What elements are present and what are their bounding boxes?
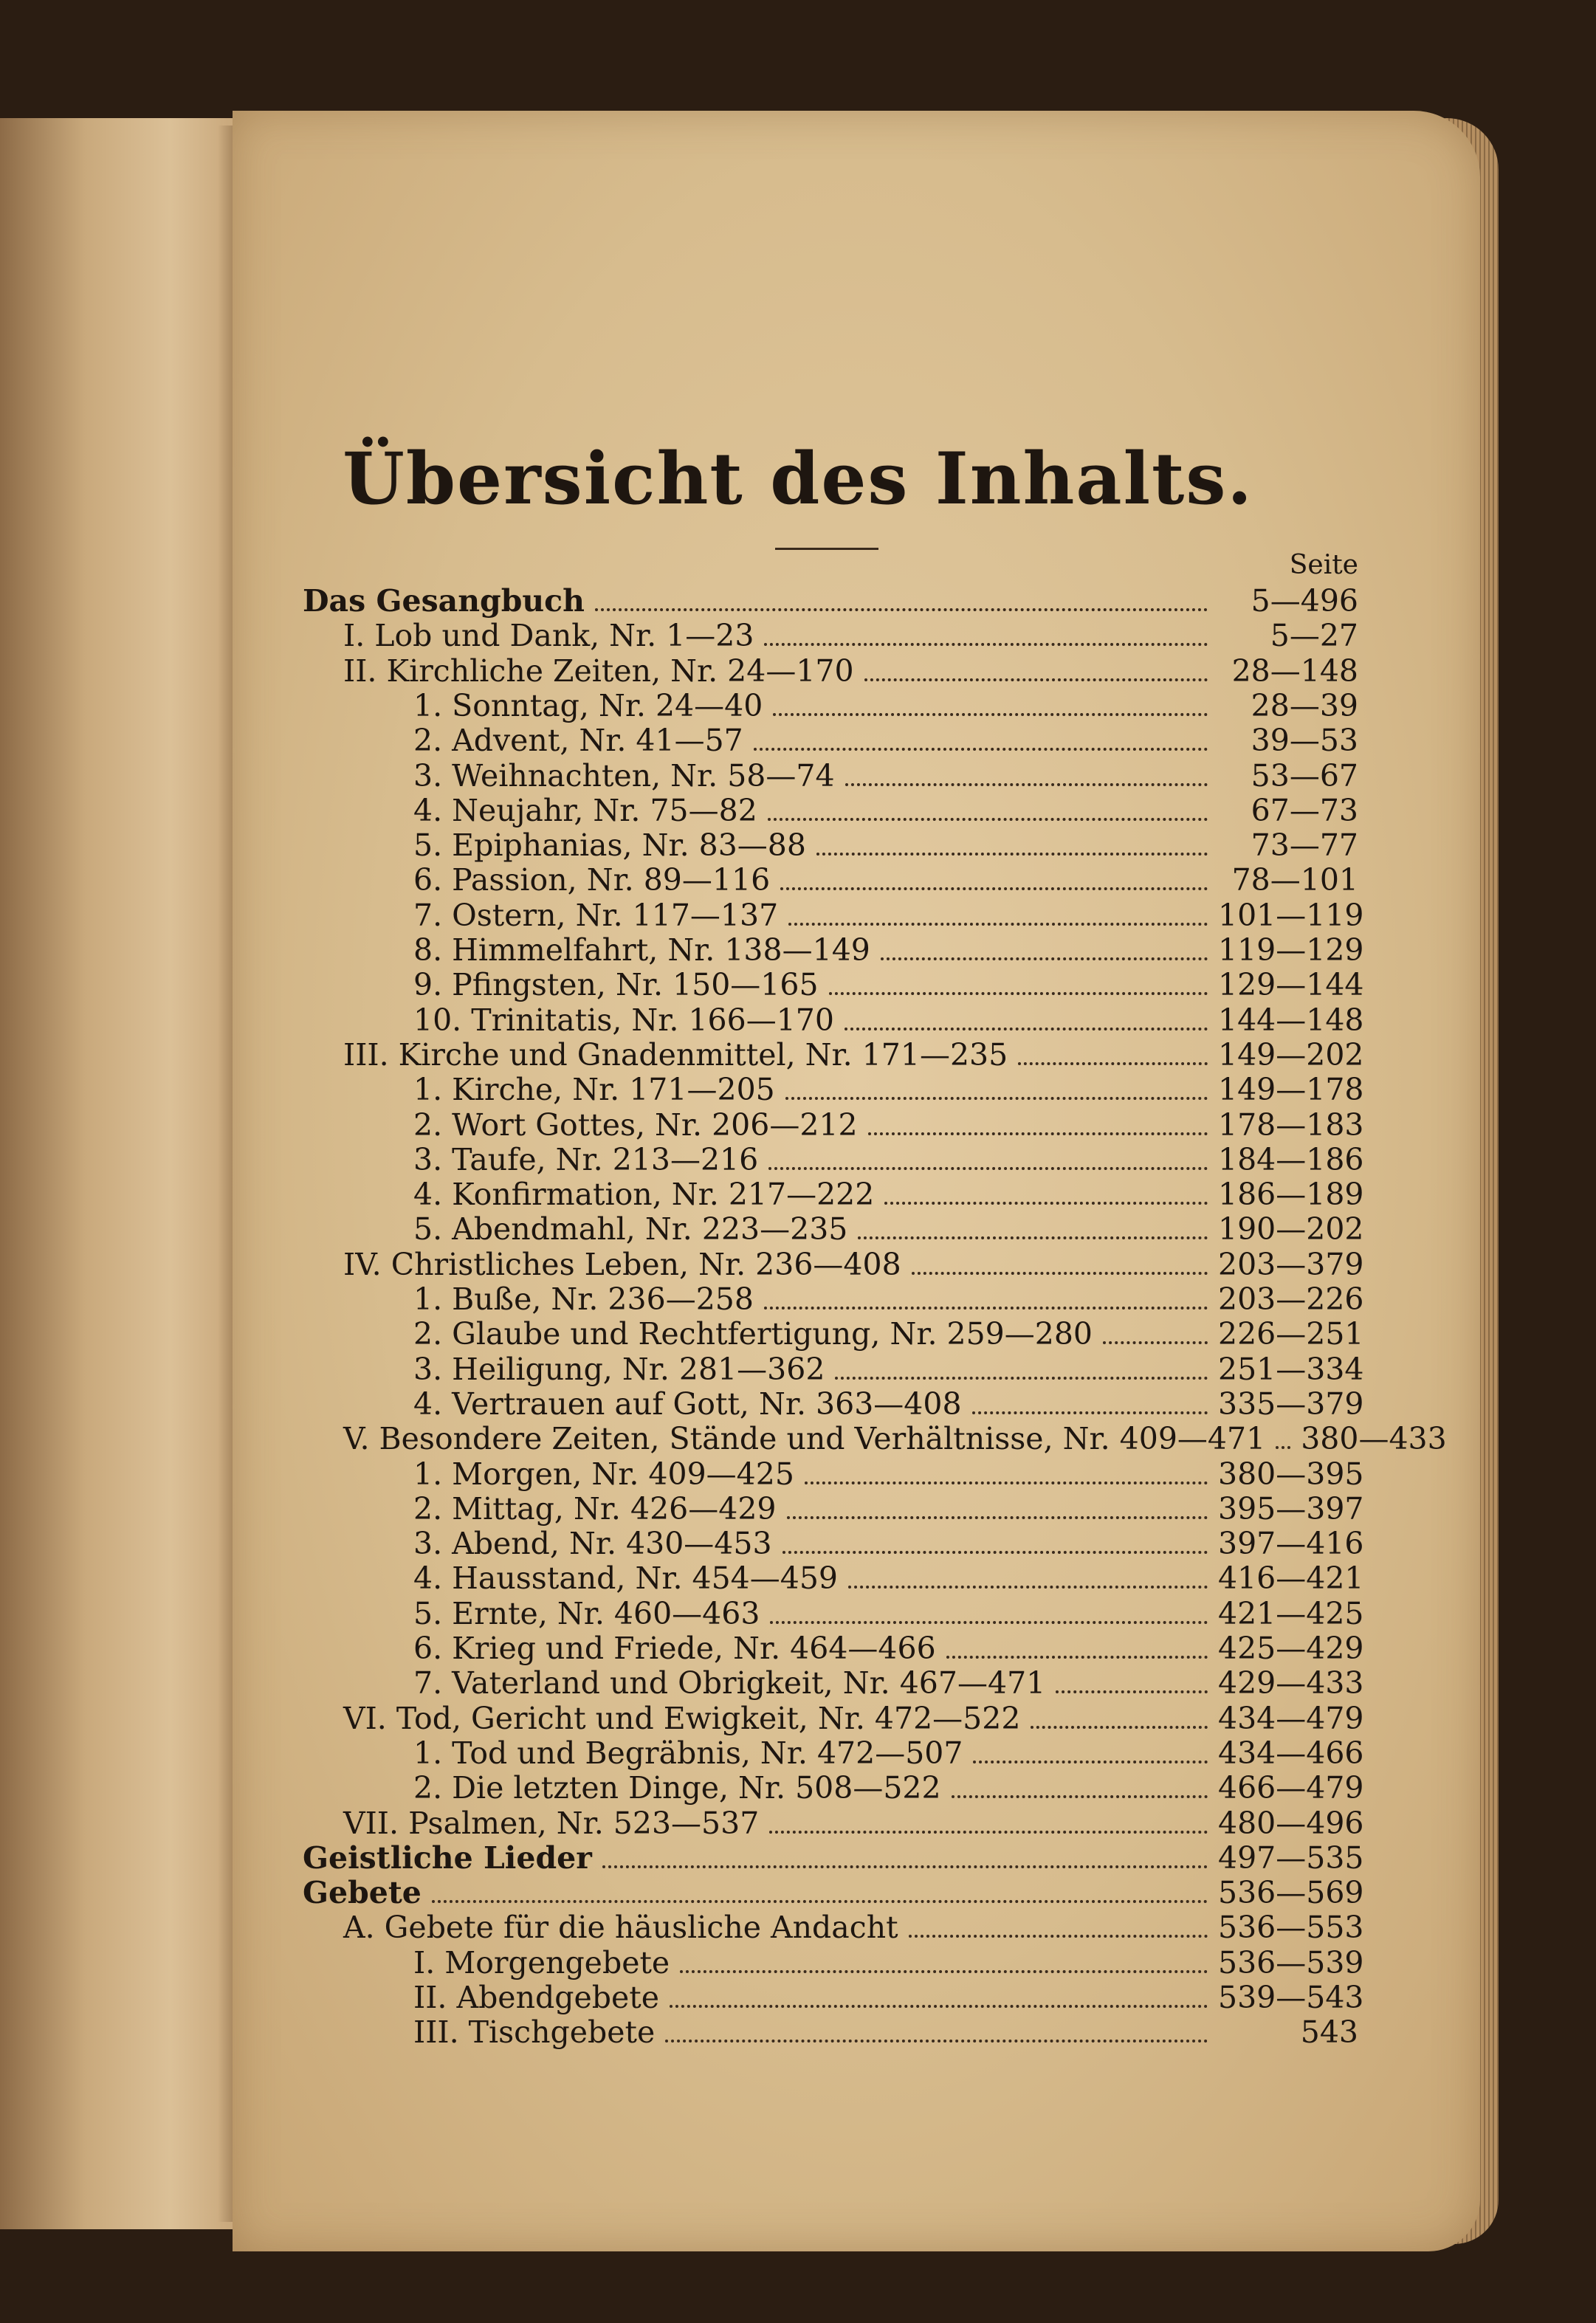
toc-entry-pages: 101—119 bbox=[1218, 897, 1364, 933]
toc-entry-pages: 5—496 bbox=[1251, 583, 1358, 619]
toc-entry bbox=[303, 1351, 1364, 1387]
toc-entry-label: A. Gebete für die häusliche Andacht bbox=[343, 1910, 898, 1946]
toc-entry-pages: 186—189 bbox=[1218, 1177, 1364, 1213]
toc-entry-label: 7. Vaterland und Obrigkeit, Nr. 467—471 bbox=[413, 1665, 1046, 1701]
toc-entry bbox=[303, 1177, 1364, 1213]
toc-entry bbox=[303, 618, 1358, 653]
title-rule bbox=[775, 548, 878, 550]
toc-entry bbox=[303, 653, 1358, 689]
toc-entry bbox=[303, 1421, 1447, 1457]
dot-leader bbox=[764, 643, 1208, 646]
toc-entry-label: 1. Morgen, Nr. 409—425 bbox=[413, 1456, 794, 1492]
toc-entry-pages: 480—496 bbox=[1218, 1805, 1364, 1841]
dot-leader bbox=[973, 1761, 1208, 1763]
toc-entry bbox=[303, 1002, 1364, 1038]
dot-leader bbox=[864, 678, 1208, 681]
toc-entry-label: 2. Wort Gottes, Nr. 206—212 bbox=[413, 1107, 858, 1143]
toc-entry-pages: 395—397 bbox=[1218, 1490, 1364, 1527]
toc-entry-label: 4. Konfirmation, Nr. 217—222 bbox=[413, 1177, 875, 1213]
toc-entry-label: 6. Krieg und Friede, Nr. 464—466 bbox=[413, 1631, 936, 1666]
toc-entry-label: 10. Trinitatis, Nr. 166—170 bbox=[413, 1002, 834, 1038]
toc-entry bbox=[303, 827, 1358, 863]
toc-entry-pages: 78—101 bbox=[1231, 862, 1358, 898]
toc-entry bbox=[303, 1386, 1364, 1422]
dot-leader bbox=[787, 1516, 1208, 1519]
toc-entry-pages: 144—148 bbox=[1218, 1002, 1364, 1038]
toc-entry bbox=[303, 1281, 1364, 1317]
dot-leader bbox=[768, 818, 1208, 821]
toc-entry-pages: 380—395 bbox=[1218, 1456, 1364, 1492]
toc-entry-label: 8. Himmelfahrt, Nr. 138—149 bbox=[413, 932, 870, 968]
dot-leader bbox=[848, 1586, 1208, 1589]
toc-entry-pages: 429—433 bbox=[1218, 1665, 1364, 1701]
toc-entry bbox=[303, 1560, 1364, 1597]
toc-entry-label: 4. Hausstand, Nr. 454—459 bbox=[413, 1560, 839, 1597]
toc-entry bbox=[303, 1875, 1364, 1911]
toc-entry-pages: 397—416 bbox=[1218, 1526, 1364, 1562]
dot-leader bbox=[1018, 1062, 1208, 1065]
toc-entry-label: 6. Passion, Nr. 89—116 bbox=[413, 862, 771, 898]
toc-entry-pages: 335—379 bbox=[1218, 1386, 1364, 1422]
toc-entry-pages: 434—479 bbox=[1218, 1700, 1364, 1736]
toc-entry-pages: 425—429 bbox=[1218, 1631, 1364, 1666]
toc-entry-pages: 434—466 bbox=[1218, 1735, 1364, 1771]
toc-entry-pages: 190—202 bbox=[1218, 1211, 1364, 1247]
dot-leader bbox=[764, 1307, 1208, 1310]
toc-entry bbox=[303, 1910, 1364, 1946]
toc-entry-pages: 416—421 bbox=[1218, 1560, 1364, 1597]
toc-entry-pages: 5—27 bbox=[1270, 618, 1358, 654]
dot-leader bbox=[909, 1935, 1208, 1938]
toc-entry-label: Gebete bbox=[303, 1875, 422, 1911]
dot-leader bbox=[1031, 1726, 1208, 1729]
dot-leader bbox=[782, 1551, 1208, 1554]
dot-leader bbox=[845, 783, 1208, 786]
toc-entry-label: 5. Ernte, Nr. 460—463 bbox=[413, 1595, 760, 1631]
toc-entry-pages: 497—535 bbox=[1218, 1840, 1364, 1876]
toc-entry-label: 9. Pfingsten, Nr. 150—165 bbox=[413, 967, 819, 1003]
toc-entry-pages: 53—67 bbox=[1251, 757, 1358, 794]
toc-entry bbox=[303, 723, 1358, 758]
toc-entry-pages: 184—186 bbox=[1218, 1141, 1364, 1177]
toc-entry-label: VI. Tod, Gericht und Ewigkeit, Nr. 472—522 bbox=[343, 1700, 1021, 1736]
dot-leader bbox=[972, 1411, 1208, 1414]
toc-entry-pages: 149—202 bbox=[1218, 1036, 1364, 1073]
toc-entry-label: 3. Abend, Nr. 430—453 bbox=[413, 1526, 772, 1562]
toc-entry-label: 1. Tod und Begräbnis, Nr. 472—507 bbox=[413, 1735, 963, 1771]
toc-entry-pages: 539—543 bbox=[1218, 1980, 1364, 2015]
toc-entry bbox=[303, 1036, 1364, 1073]
dot-leader bbox=[595, 608, 1208, 611]
toc-entry-label: 2. Die letzten Dinge, Nr. 508—522 bbox=[413, 1770, 941, 1806]
page-title: Übersicht des Inhalts. bbox=[343, 437, 1253, 520]
toc-entry-pages: 251—334 bbox=[1218, 1351, 1364, 1387]
toc-entry bbox=[303, 897, 1364, 933]
toc-entry bbox=[303, 1211, 1364, 1247]
toc-entry-label: 3. Heiligung, Nr. 281—362 bbox=[413, 1351, 825, 1387]
toc-entry-label: II. Abendgebete bbox=[413, 1980, 659, 2015]
dot-leader bbox=[952, 1795, 1208, 1798]
toc-entry-pages: 129—144 bbox=[1218, 967, 1364, 1003]
toc-entry-label: Das Gesangbuch bbox=[303, 583, 585, 619]
toc-entry-pages: 203—379 bbox=[1218, 1246, 1364, 1282]
toc-entry bbox=[303, 967, 1364, 1003]
toc-entry-label: 5. Epiphanias, Nr. 83—88 bbox=[413, 827, 806, 864]
toc-entry bbox=[303, 1141, 1364, 1177]
toc-entry bbox=[303, 1840, 1364, 1876]
toc-entry bbox=[303, 1735, 1364, 1771]
dot-leader bbox=[769, 1831, 1208, 1834]
dot-leader bbox=[1276, 1446, 1290, 1449]
toc-entry bbox=[303, 1700, 1364, 1736]
dot-leader bbox=[1056, 1690, 1208, 1693]
dot-leader bbox=[816, 853, 1208, 856]
toc-entry bbox=[303, 688, 1358, 723]
dot-leader bbox=[665, 2040, 1208, 2042]
toc-entry-label: 1. Sonntag, Nr. 24—40 bbox=[413, 687, 763, 723]
toc-entry-label: 2. Glaube und Rechtfertigung, Nr. 259—280 bbox=[413, 1316, 1093, 1352]
left-page bbox=[0, 118, 244, 2229]
toc-entry bbox=[303, 1072, 1364, 1108]
toc-entry-pages: 466—479 bbox=[1218, 1770, 1364, 1806]
toc-entry-pages: 536—569 bbox=[1218, 1875, 1364, 1911]
dot-leader bbox=[788, 923, 1208, 926]
toc-entry bbox=[303, 1805, 1364, 1841]
dot-leader bbox=[680, 1970, 1208, 1973]
toc-entry-label: 4. Vertrauen auf Gott, Nr. 363—408 bbox=[413, 1386, 962, 1422]
dot-leader bbox=[670, 2005, 1208, 2008]
toc-entry bbox=[303, 1665, 1364, 1701]
toc-entry-pages: 226—251 bbox=[1218, 1316, 1364, 1352]
toc-entry-pages: 67—73 bbox=[1251, 792, 1358, 828]
dot-leader bbox=[754, 748, 1208, 751]
toc-entry-label: II. Kirchliche Zeiten, Nr. 24—170 bbox=[343, 653, 854, 689]
dot-leader bbox=[868, 1132, 1208, 1135]
toc-entry bbox=[303, 1107, 1364, 1143]
toc-entry-pages: 380—433 bbox=[1301, 1421, 1447, 1457]
toc-entry bbox=[303, 1595, 1364, 1631]
toc-entry bbox=[303, 793, 1358, 828]
toc-entry-pages: 39—53 bbox=[1251, 723, 1358, 759]
toc-entry-pages: 543 bbox=[1300, 2014, 1358, 2051]
toc-entry-pages: 178—183 bbox=[1218, 1107, 1364, 1143]
toc-entry-label: 7. Ostern, Nr. 117—137 bbox=[413, 897, 779, 933]
toc-entry bbox=[303, 2014, 1358, 2050]
toc-entry bbox=[303, 758, 1358, 794]
toc-entry-label: VII. Psalmen, Nr. 523—537 bbox=[343, 1805, 760, 1841]
toc-entry-label: 5. Abendmahl, Nr. 223—235 bbox=[413, 1211, 848, 1247]
dot-leader bbox=[602, 1865, 1208, 1868]
dot-leader bbox=[773, 713, 1208, 716]
toc-entry-label: Geistliche Lieder bbox=[303, 1840, 592, 1876]
toc-entry-label: IV. Christliches Leben, Nr. 236—408 bbox=[343, 1246, 901, 1282]
toc-entry-label: 1. Buße, Nr. 236—258 bbox=[413, 1281, 754, 1317]
dot-leader bbox=[768, 1167, 1208, 1170]
toc-entry bbox=[303, 1526, 1364, 1562]
dot-leader bbox=[1103, 1341, 1208, 1344]
toc-entry-pages: 203—226 bbox=[1218, 1281, 1364, 1317]
column-header-seite: Seite bbox=[1289, 550, 1358, 580]
toc-entry-label: 2. Mittag, Nr. 426—429 bbox=[413, 1490, 777, 1527]
toc-entry-pages: 536—539 bbox=[1218, 1944, 1364, 1980]
toc-entry-label: 1. Kirche, Nr. 171—205 bbox=[413, 1072, 775, 1108]
dot-leader bbox=[805, 1481, 1208, 1484]
toc-entry bbox=[303, 1456, 1364, 1492]
toc-entry-label: 4. Neujahr, Nr. 75—82 bbox=[413, 792, 757, 828]
dot-leader bbox=[884, 1202, 1208, 1205]
toc-entry bbox=[303, 1980, 1364, 2015]
toc-entry-pages: 536—553 bbox=[1218, 1910, 1364, 1946]
toc-entry bbox=[303, 1631, 1364, 1666]
toc-entry-label: III. Kirche und Gnadenmittel, Nr. 171—235 bbox=[343, 1036, 1008, 1073]
dot-leader bbox=[858, 1236, 1208, 1239]
toc-entry-pages: 73—77 bbox=[1251, 827, 1358, 864]
toc-entry bbox=[303, 932, 1364, 968]
dot-leader bbox=[912, 1272, 1208, 1275]
dot-leader bbox=[829, 992, 1208, 995]
dot-leader bbox=[780, 887, 1208, 890]
toc-entry-label: 3. Weihnachten, Nr. 58—74 bbox=[413, 757, 835, 794]
toc-entry bbox=[303, 1246, 1364, 1282]
toc-entry-label: III. Tischgebete bbox=[413, 2014, 656, 2051]
toc-entry-label: I. Morgengebete bbox=[413, 1944, 670, 1980]
dot-leader bbox=[770, 1621, 1208, 1624]
dot-leader bbox=[432, 1900, 1208, 1903]
toc-entry bbox=[303, 1770, 1364, 1806]
toc-entry bbox=[303, 1490, 1364, 1527]
toc-entry-label: V. Besondere Zeiten, Stände und Verhältnisse, Nr. 409—471 bbox=[343, 1421, 1266, 1457]
toc-entry-label: 3. Taufe, Nr. 213—216 bbox=[413, 1141, 759, 1177]
toc-entry bbox=[303, 862, 1358, 898]
dot-leader bbox=[835, 1377, 1208, 1380]
dot-leader bbox=[946, 1656, 1208, 1659]
dot-leader bbox=[785, 1097, 1208, 1100]
toc-entry-pages: 119—129 bbox=[1218, 932, 1364, 968]
toc-entry bbox=[303, 583, 1358, 619]
toc-entry-label: 2. Advent, Nr. 41—57 bbox=[413, 723, 743, 759]
toc-entry-pages: 28—39 bbox=[1251, 687, 1358, 723]
toc-entry bbox=[303, 1316, 1364, 1352]
dot-leader bbox=[845, 1028, 1208, 1030]
dot-leader bbox=[881, 957, 1208, 960]
toc-entry-label: I. Lob und Dank, Nr. 1—23 bbox=[343, 618, 754, 654]
toc-entry-pages: 421—425 bbox=[1218, 1595, 1364, 1631]
toc-entry-pages: 28—148 bbox=[1231, 653, 1358, 689]
toc-entry-pages: 149—178 bbox=[1218, 1072, 1364, 1108]
toc-entry bbox=[303, 1944, 1364, 1980]
